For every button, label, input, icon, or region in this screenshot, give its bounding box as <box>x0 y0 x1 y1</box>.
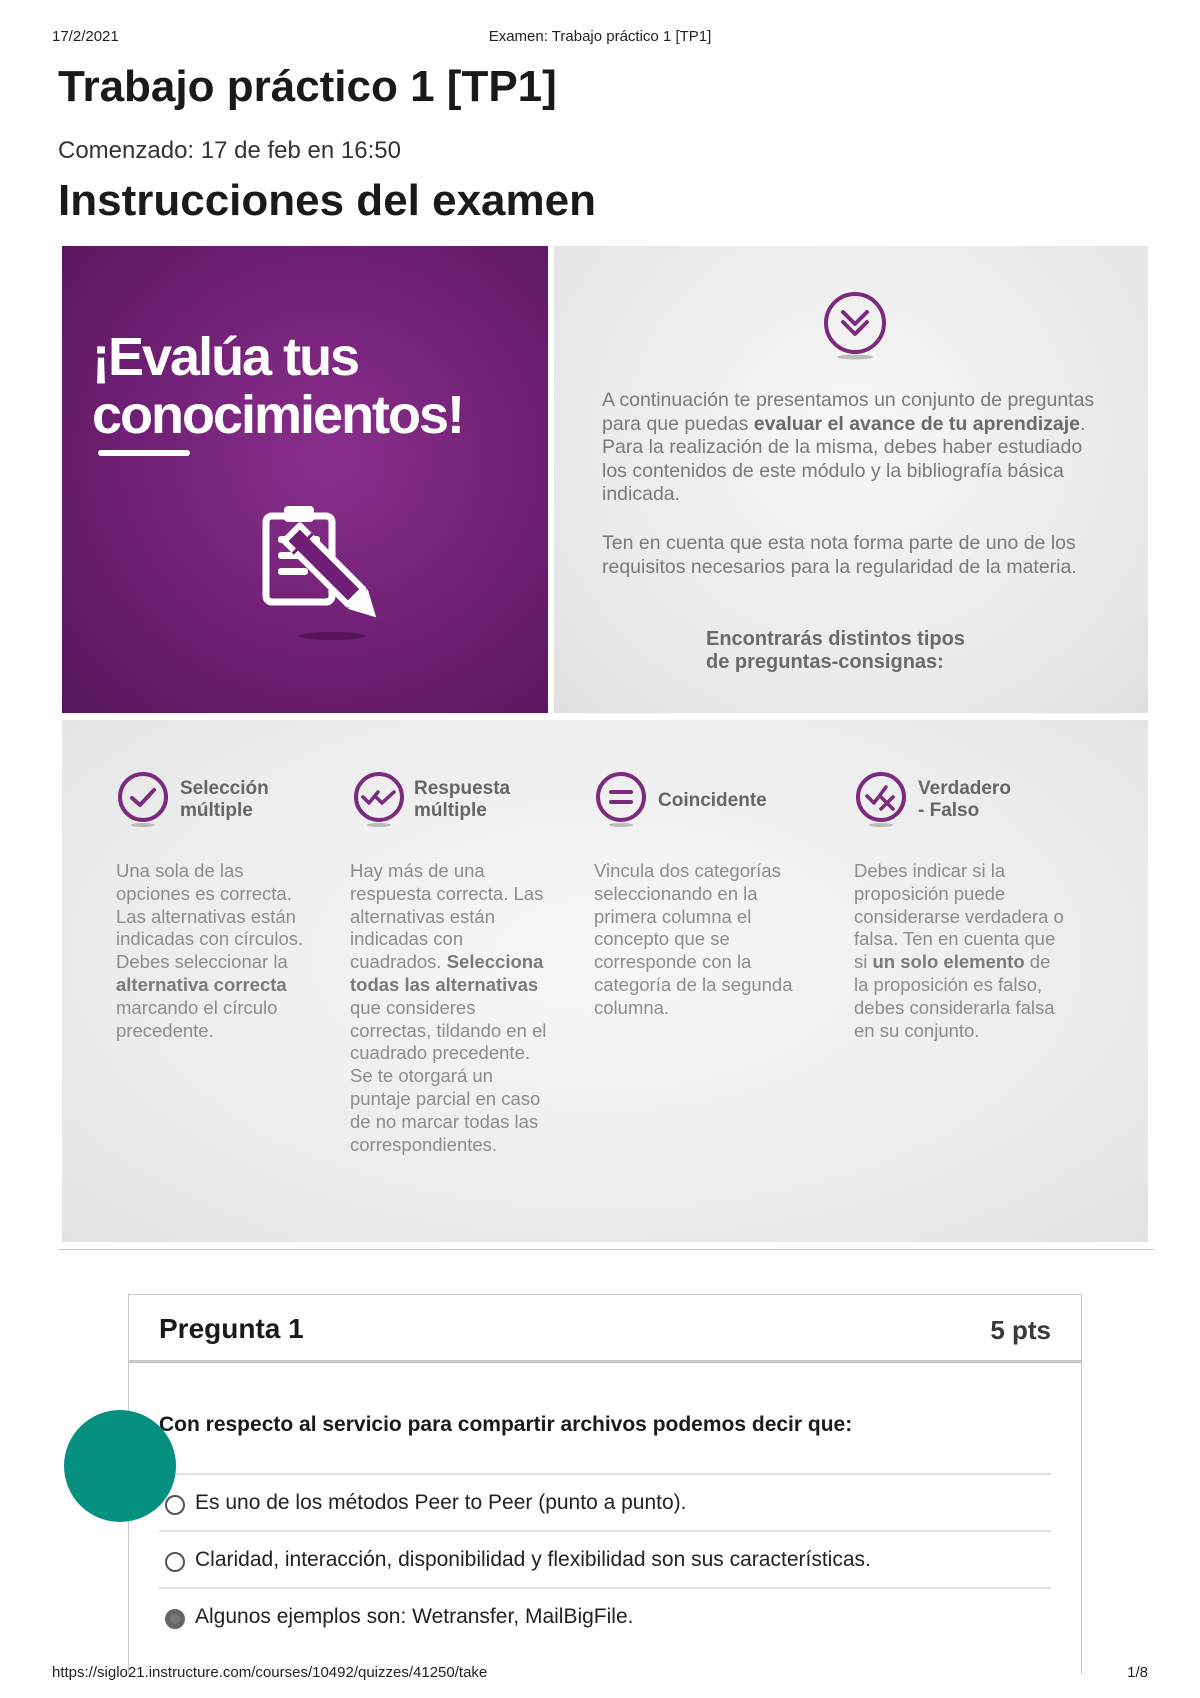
print-date: 17/2/2021 <box>52 28 119 45</box>
check-circle-icon <box>114 770 172 828</box>
print-header <box>52 28 1148 48</box>
answer-option-3[interactable] <box>159 1587 1051 1644</box>
instructions-banner <box>62 246 1148 1242</box>
print-footer <box>52 1664 1148 1684</box>
teal-marker <box>64 1410 176 1522</box>
intro-panel <box>554 246 1148 713</box>
question-text: Con respecto al servicio para compartir archivos podemos decir que: <box>159 1413 853 1436</box>
answer-radio[interactable] <box>165 1552 185 1572</box>
section-divider <box>58 1249 1154 1250</box>
answer-list <box>159 1473 1051 1644</box>
double-check-circle-icon <box>350 770 408 828</box>
type-description: Hay más de una respuesta correcta. Las alternativas están indicadas con cuadrados. Selecciona todas las alternativas que consideres correctas, tildando en el cuadrado precedente. Se te otorgará un puntaje parcial en caso de no marcar todas las correspondientes. <box>350 860 547 1155</box>
section-title: Instrucciones del examen <box>58 176 596 225</box>
page-title: Trabajo práctico 1 [TP1] <box>58 62 557 111</box>
question-header <box>129 1295 1081 1363</box>
intro-paragraph: A continuación te presentamos un conjunto de preguntas para que puedas evaluar el avance de tu aprendizaje. Para la realización de la misma, debes haber estudiado los contenidos de este módulo y la bibliografía básica indicada. <box>602 389 1095 505</box>
answer-option-2[interactable] <box>159 1530 1051 1587</box>
types-heading: Encontrarás distintos tipos de preguntas-consignas: <box>706 628 965 673</box>
print-page-title: Examen: Trabajo práctico 1 [TP1] <box>488 28 712 45</box>
question-title: Pregunta 1 <box>159 1313 304 1344</box>
check-cross-circle-icon <box>852 770 910 828</box>
question-types-panel <box>62 720 1148 1242</box>
print-page-number: 1/8 <box>1127 1664 1148 1681</box>
clipboard-pencil-icon <box>258 502 398 642</box>
equals-circle-icon <box>592 770 650 828</box>
started-timestamp: Comenzado: 17 de feb en 16:50 <box>58 137 401 164</box>
type-description: Una sola de las opciones es correcta. Las alternativas están indicadas con círculos. Debes seleccionar la alternativa correcta marcando el círculo precedente. <box>116 860 304 1041</box>
type-name: Selección múltiple <box>180 778 269 821</box>
headline-line-2: conocimientos! <box>92 385 464 445</box>
type-description: Debes indicar si la proposición puede considerarse verdadera o falsa. Ten en cuenta que si un solo elemento de la proposición es falso, debes considerarla falsa en su conjunto. <box>854 860 1064 1041</box>
double-chevron-down-icon <box>820 290 890 360</box>
answer-label: Claridad, interacción, disponibilidad y flexibilidad son sus características. <box>195 1548 871 1571</box>
question-card <box>128 1294 1082 1674</box>
type-name: Coincidente <box>658 790 767 811</box>
evaluate-headline <box>92 328 463 444</box>
answer-label: Es uno de los métodos Peer to Peer (punto a punto). <box>195 1491 687 1514</box>
answer-option-1[interactable] <box>159 1473 1051 1530</box>
headline-line-1: ¡Evalúa tus <box>92 327 359 387</box>
type-description: Vincula dos categorías seleccionando en la primera columna el concepto que se corresponde con la categoría de la segunda columna. <box>594 860 793 1018</box>
print-url: https://siglo21.instructure.com/courses/10492/quizzes/41250/take <box>52 1664 488 1681</box>
answer-label: Algunos ejemplos son: Wetransfer, MailBigFile. <box>195 1605 634 1628</box>
question-points: 5 pts <box>990 1315 1051 1345</box>
headline-underline <box>98 450 190 456</box>
answer-radio-selected[interactable] <box>165 1609 185 1629</box>
type-name: Verdadero - Falso <box>918 778 1011 821</box>
evaluate-panel <box>62 246 548 713</box>
type-name: Respuesta múltiple <box>414 778 511 821</box>
answer-radio[interactable] <box>165 1495 185 1515</box>
grade-note: Ten en cuenta que esta nota forma parte de uno de los requisitos necesarios para la regularidad de la materia. <box>602 532 1077 578</box>
